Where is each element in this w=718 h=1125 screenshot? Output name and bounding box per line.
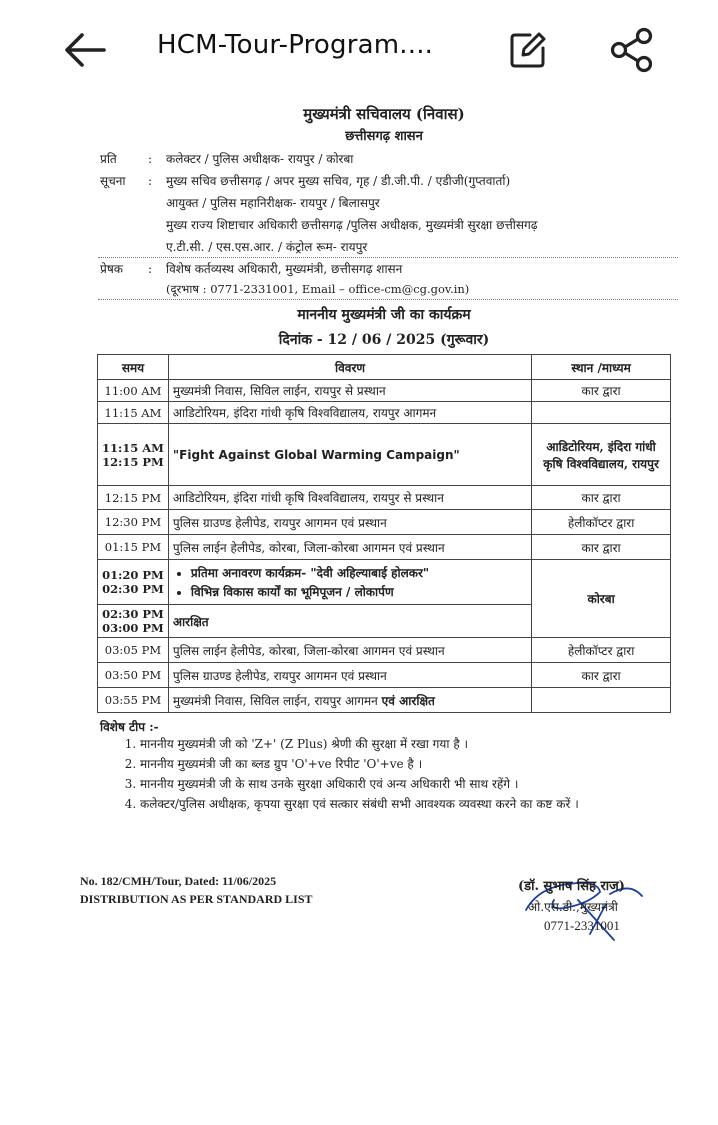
list-item: • विभिन्न विकास कार्यों का भूमिपूजन / लोकार्पण bbox=[191, 583, 527, 600]
sender-row: प्रेषक : विशेष कर्तव्यस्थ अधिकारी, मुख्यमंत्री, छत्तीसगढ़ शासन bbox=[100, 262, 403, 276]
list-item: 4. कलेक्टर/पुलिस अधीक्षक, कृपया सुरक्षा एवं सत्कार संबंधी सभी आवश्यक व्यवस्था करने का कष्ट करें । bbox=[140, 796, 700, 812]
list-item: 3. माननीय मुख्यमंत्री जी के साथ उनके सुरक्षा अधिकारी एवं अन्य अधिकारी भी साथ रहेंगे । bbox=[140, 776, 700, 792]
to-value: कलेक्टर / पुलिस अधीक्षक- रायपुर / कोरबा bbox=[166, 152, 354, 166]
info-row: सूचना : मुख्य सचिव छत्तीसगढ़ / अपर मुख्य सचिव, गृह / डी.जी.पी. / एडीजी(गुप्तवार्ता) bbox=[100, 174, 511, 188]
table-row: 11:15 AM आडिटोरियम, इंदिरा गांधी कृषि विश्वविद्यालय, रायपुर आगमन bbox=[98, 402, 671, 424]
document-title: HCM-Tour-Program.... bbox=[157, 30, 434, 60]
table-row: 11:15 AM 12:15 PM "Fight Against Global Warming Campaign" आडिटोरियम, इंदिरा गांधी कृषि विश्वविद्यालय, रायपुर bbox=[98, 424, 671, 486]
list-item: 2. माननीय मुख्यमंत्री जी का ब्लड ग्रुप 'O'+ve रिपीट 'O'+ve है । bbox=[140, 756, 700, 772]
signatory-designation: ओ.एस.डी.,मुख्यमंत्री bbox=[528, 900, 618, 914]
info-label: सूचना bbox=[100, 174, 126, 188]
program-date: दिनांक - 12 / 06 / 2025 (गुरूवार) bbox=[278, 332, 490, 348]
office-heading: मुख्यमंत्री सचिवालय (निवास) bbox=[303, 105, 465, 123]
table-row: 12:15 PM आडिटोरियम, इंदिरा गांधी कृषि विश्वविद्यालय, रायपुर से प्रस्थान कार द्वारा bbox=[98, 486, 671, 510]
sender-value: विशेष कर्तव्यस्थ अधिकारी, मुख्यमंत्री, छत्तीसगढ़ शासन bbox=[166, 262, 403, 276]
list-item: 1. माननीय मुख्यमंत्री जी को 'Z+' (Z Plus) श्रेणी की सुरक्षा में रखा गया है । bbox=[140, 736, 700, 752]
sender-label: प्रेषक bbox=[100, 262, 123, 276]
signatory-name: (डॉ. सुभाष सिंह राज) bbox=[518, 879, 625, 894]
to-label: प्रति bbox=[100, 152, 117, 166]
sender-contact: (दूरभाष : 0771-2331001, Email – office-cm@cg.gov.in) bbox=[166, 282, 470, 296]
table-row: 03:05 PM पुलिस लाईन हेलीपेड, कोरबा, जिला-कोरबा आगमन एवं प्रस्थान हेलीकॉप्टर द्वारा bbox=[98, 638, 671, 663]
document-page bbox=[78, 100, 690, 1100]
to-row: प्रति : कलेक्टर / पुलिस अधीक्षक- रायपुर / कोरबा bbox=[100, 152, 354, 166]
col-header-details: विवरण bbox=[168, 355, 531, 380]
divider bbox=[98, 299, 678, 300]
table-row: 11:00 AM मुख्यमंत्री निवास, सिविल लाईन, रायपुर से प्रस्थान कार द्वारा bbox=[98, 380, 671, 402]
table-row: 03:55 PM मुख्यमंत्री निवास, सिविल लाईन, रायपुर आगमन एवं आरक्षित bbox=[98, 688, 671, 713]
table-row: 01:20 PM 02:30 PM • प्रतिमा अनावरण कार्यक्रम- "देवी अहिल्याबाई होलकर" • विभिन्न विकास कार्यों का भूमिपूजन / लोकार्पण कोरबा bbox=[98, 560, 671, 605]
back-arrow-icon[interactable] bbox=[60, 28, 110, 72]
program-title: माननीय मुख्यमंत्री जी का कार्यक्रम bbox=[297, 307, 471, 323]
table-row: 02:30 PM 03:00 PM आरक्षित bbox=[98, 605, 671, 638]
col-header-time: समय bbox=[98, 355, 169, 380]
info-line: आयुक्त / पुलिस महानिरीक्षक- रायपुर / बिलासपुर bbox=[166, 196, 380, 210]
divider bbox=[98, 257, 678, 258]
distribution-note: DISTRIBUTION AS PER STANDARD LIST bbox=[80, 892, 313, 906]
govt-heading: छत्तीसगढ़ शासन bbox=[345, 129, 423, 144]
schedule-table bbox=[97, 354, 671, 713]
signatory-phone: 0771-2331001 bbox=[544, 918, 620, 933]
app-header bbox=[0, 0, 718, 100]
reference-number: No. 182/CMH/Tour, Dated: 11/06/2025 bbox=[80, 874, 277, 888]
table-header-row bbox=[98, 355, 671, 380]
table-row: 01:15 PM पुलिस लाईन हेलीपेड, कोरबा, जिला-कोरबा आगमन एवं प्रस्थान कार द्वारा bbox=[98, 535, 671, 560]
notes-heading: विशेष टीप :- bbox=[100, 720, 159, 734]
info-line: मुख्य राज्य शिष्टाचार अधिकारी छत्तीसगढ़ /पुलिस अधीक्षक, मुख्यमंत्री सुरक्षा छत्तीसगढ़ bbox=[166, 218, 538, 232]
table-row: 03:50 PM पुलिस ग्राउण्ड हेलीपेड, रायपुर आगमन एवं प्रस्थान कार द्वारा bbox=[98, 663, 671, 688]
list-item: • प्रतिमा अनावरण कार्यक्रम- "देवी अहिल्याबाई होलकर" bbox=[191, 564, 527, 581]
notes-list bbox=[120, 732, 700, 816]
edit-icon[interactable] bbox=[508, 30, 548, 70]
info-line: मुख्य सचिव छत्तीसगढ़ / अपर मुख्य सचिव, गृह / डी.जी.पी. / एडीजी(गुप्तवार्ता) bbox=[166, 174, 511, 188]
share-icon[interactable] bbox=[608, 27, 656, 73]
col-header-place: स्थान /माध्यम bbox=[532, 355, 671, 380]
table-row: 12:30 PM पुलिस ग्राउण्ड हेलीपेड, रायपुर आगमन एवं प्रस्थान हेलीकॉप्टर द्वारा bbox=[98, 510, 671, 535]
event-list bbox=[173, 564, 527, 600]
info-line: ए.टी.सी. / एस.एस.आर. / कंट्रोल रूम- रायपुर bbox=[166, 240, 368, 254]
